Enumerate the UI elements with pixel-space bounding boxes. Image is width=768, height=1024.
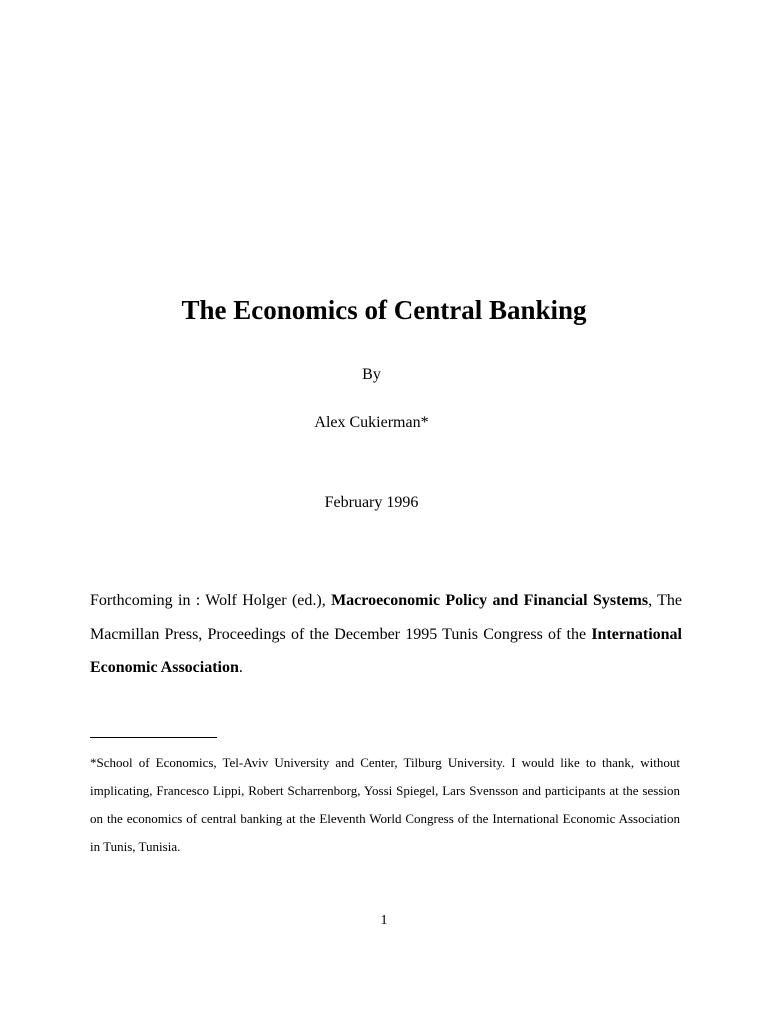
page-number: 1 [380, 913, 388, 928]
author-name: Alex Cukierman* [314, 414, 429, 431]
forthcoming-middle: , The Macmillan Press, Proceedings of the December 1995 Tunis Congress of the [90, 592, 682, 643]
document-title: The Economics of Central Banking [181, 295, 587, 325]
footnote-rule [90, 737, 217, 738]
publication-date: February 1996 [324, 494, 419, 511]
by-label: By [362, 366, 381, 383]
forthcoming-suffix: . [238, 659, 243, 676]
association-name: International Economic Association [90, 625, 682, 676]
forthcoming-prefix: Forthcoming in : Wolf Holger (ed.), [90, 592, 332, 609]
footnote: *School of Economics, Tel-Aviv University and Center, Tilburg University. I would like to thank, without implicating, Francesco Lippi, Robert Scharrenborg, Yossi Spiegel, Lars Svensson and participants at the session on the economics of central banking at the Eleventh World Congress of the International Economic Association in Tunis, Tunisia. [90, 755, 680, 854]
forthcoming-note [90, 584, 682, 685]
book-title: Macroeconomic Policy and Financial Systems [331, 592, 649, 609]
